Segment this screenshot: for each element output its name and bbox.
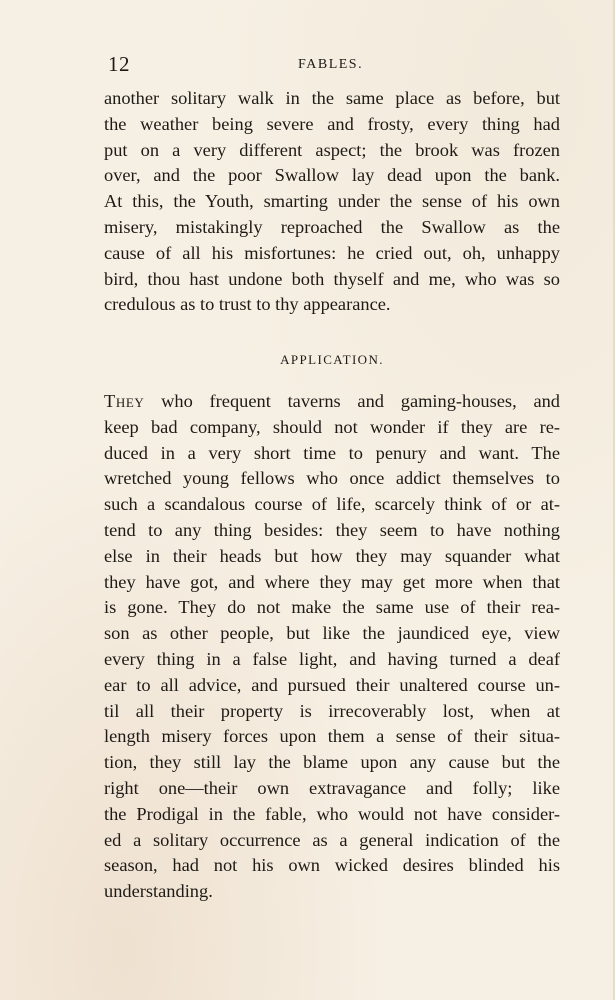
text-line: ear to all advice, and pursued their unaltered course un- bbox=[104, 674, 560, 695]
text-line: tend to any thing besides: they seem to have nothing bbox=[104, 519, 560, 540]
page-number: 12 bbox=[108, 52, 130, 76]
text-line: understanding. bbox=[104, 881, 213, 902]
text-line: son as other people, but like the jaundiced eye, view bbox=[104, 623, 560, 644]
paragraph-application bbox=[104, 389, 560, 905]
text-line: another solitary walk in the same place as before, but bbox=[104, 88, 560, 108]
drop-word: They bbox=[104, 391, 145, 411]
text-line: the weather being severe and frosty, every thing had bbox=[104, 113, 560, 134]
text-line: At this, the Youth, smarting under the sense of his own bbox=[104, 191, 560, 212]
paragraph-fable-ending bbox=[104, 86, 560, 318]
first-line-rest: who frequent taverns and gaming-houses, and bbox=[144, 391, 560, 411]
section-heading-application: APPLICATION. bbox=[280, 352, 384, 367]
text-line: they have got, and where they may get more when that bbox=[104, 571, 560, 592]
text-line: else in their heads but how they may squander what bbox=[104, 545, 560, 566]
text-line: tion, they still lay the blame upon any cause but the bbox=[104, 752, 560, 773]
text-line: til all their property is irrecoverably lost, when at bbox=[104, 700, 560, 721]
text-line: put on a very different aspect; the brook was frozen bbox=[104, 139, 560, 160]
text-line: wretched young fellows who once addict themselves to bbox=[104, 468, 560, 489]
text-line: such a scandalous course of life, scarcely think of or at- bbox=[104, 494, 560, 515]
text-line: is gone. They do not make the same use of their rea- bbox=[104, 597, 560, 618]
page-header bbox=[108, 52, 378, 78]
text-line: length misery forces upon them a sense of their situa- bbox=[104, 726, 560, 747]
text-line: season, had not his own wicked desires blinded his bbox=[104, 855, 560, 876]
text-line: every thing in a false light, and having turned a deaf bbox=[104, 648, 560, 669]
text-line: right one—their own extravagance and folly; like bbox=[104, 777, 560, 798]
running-head: FABLES. bbox=[298, 57, 364, 72]
text-line: keep bad company, should not wonder if they are re- bbox=[104, 416, 560, 437]
text-line: misery, mistakingly reproached the Swallow as the bbox=[104, 216, 560, 237]
text-line: credulous as to trust to thy appearance. bbox=[104, 294, 391, 315]
text-line: over, and the poor Swallow lay dead upon the bank. bbox=[104, 165, 560, 186]
text-line: the Prodigal in the fable, who would not have consider- bbox=[104, 803, 560, 824]
text-line: bird, thou hast undone both thyself and me, who was so bbox=[104, 268, 560, 289]
text-line-first bbox=[104, 389, 560, 415]
text-line: duced in a very short time to penury and want. The bbox=[104, 442, 560, 463]
text-line: cause of all his misfortunes: he cried out, oh, unhappy bbox=[104, 242, 560, 263]
text-line: ed a solitary occurrence as a general indication of the bbox=[104, 829, 560, 850]
